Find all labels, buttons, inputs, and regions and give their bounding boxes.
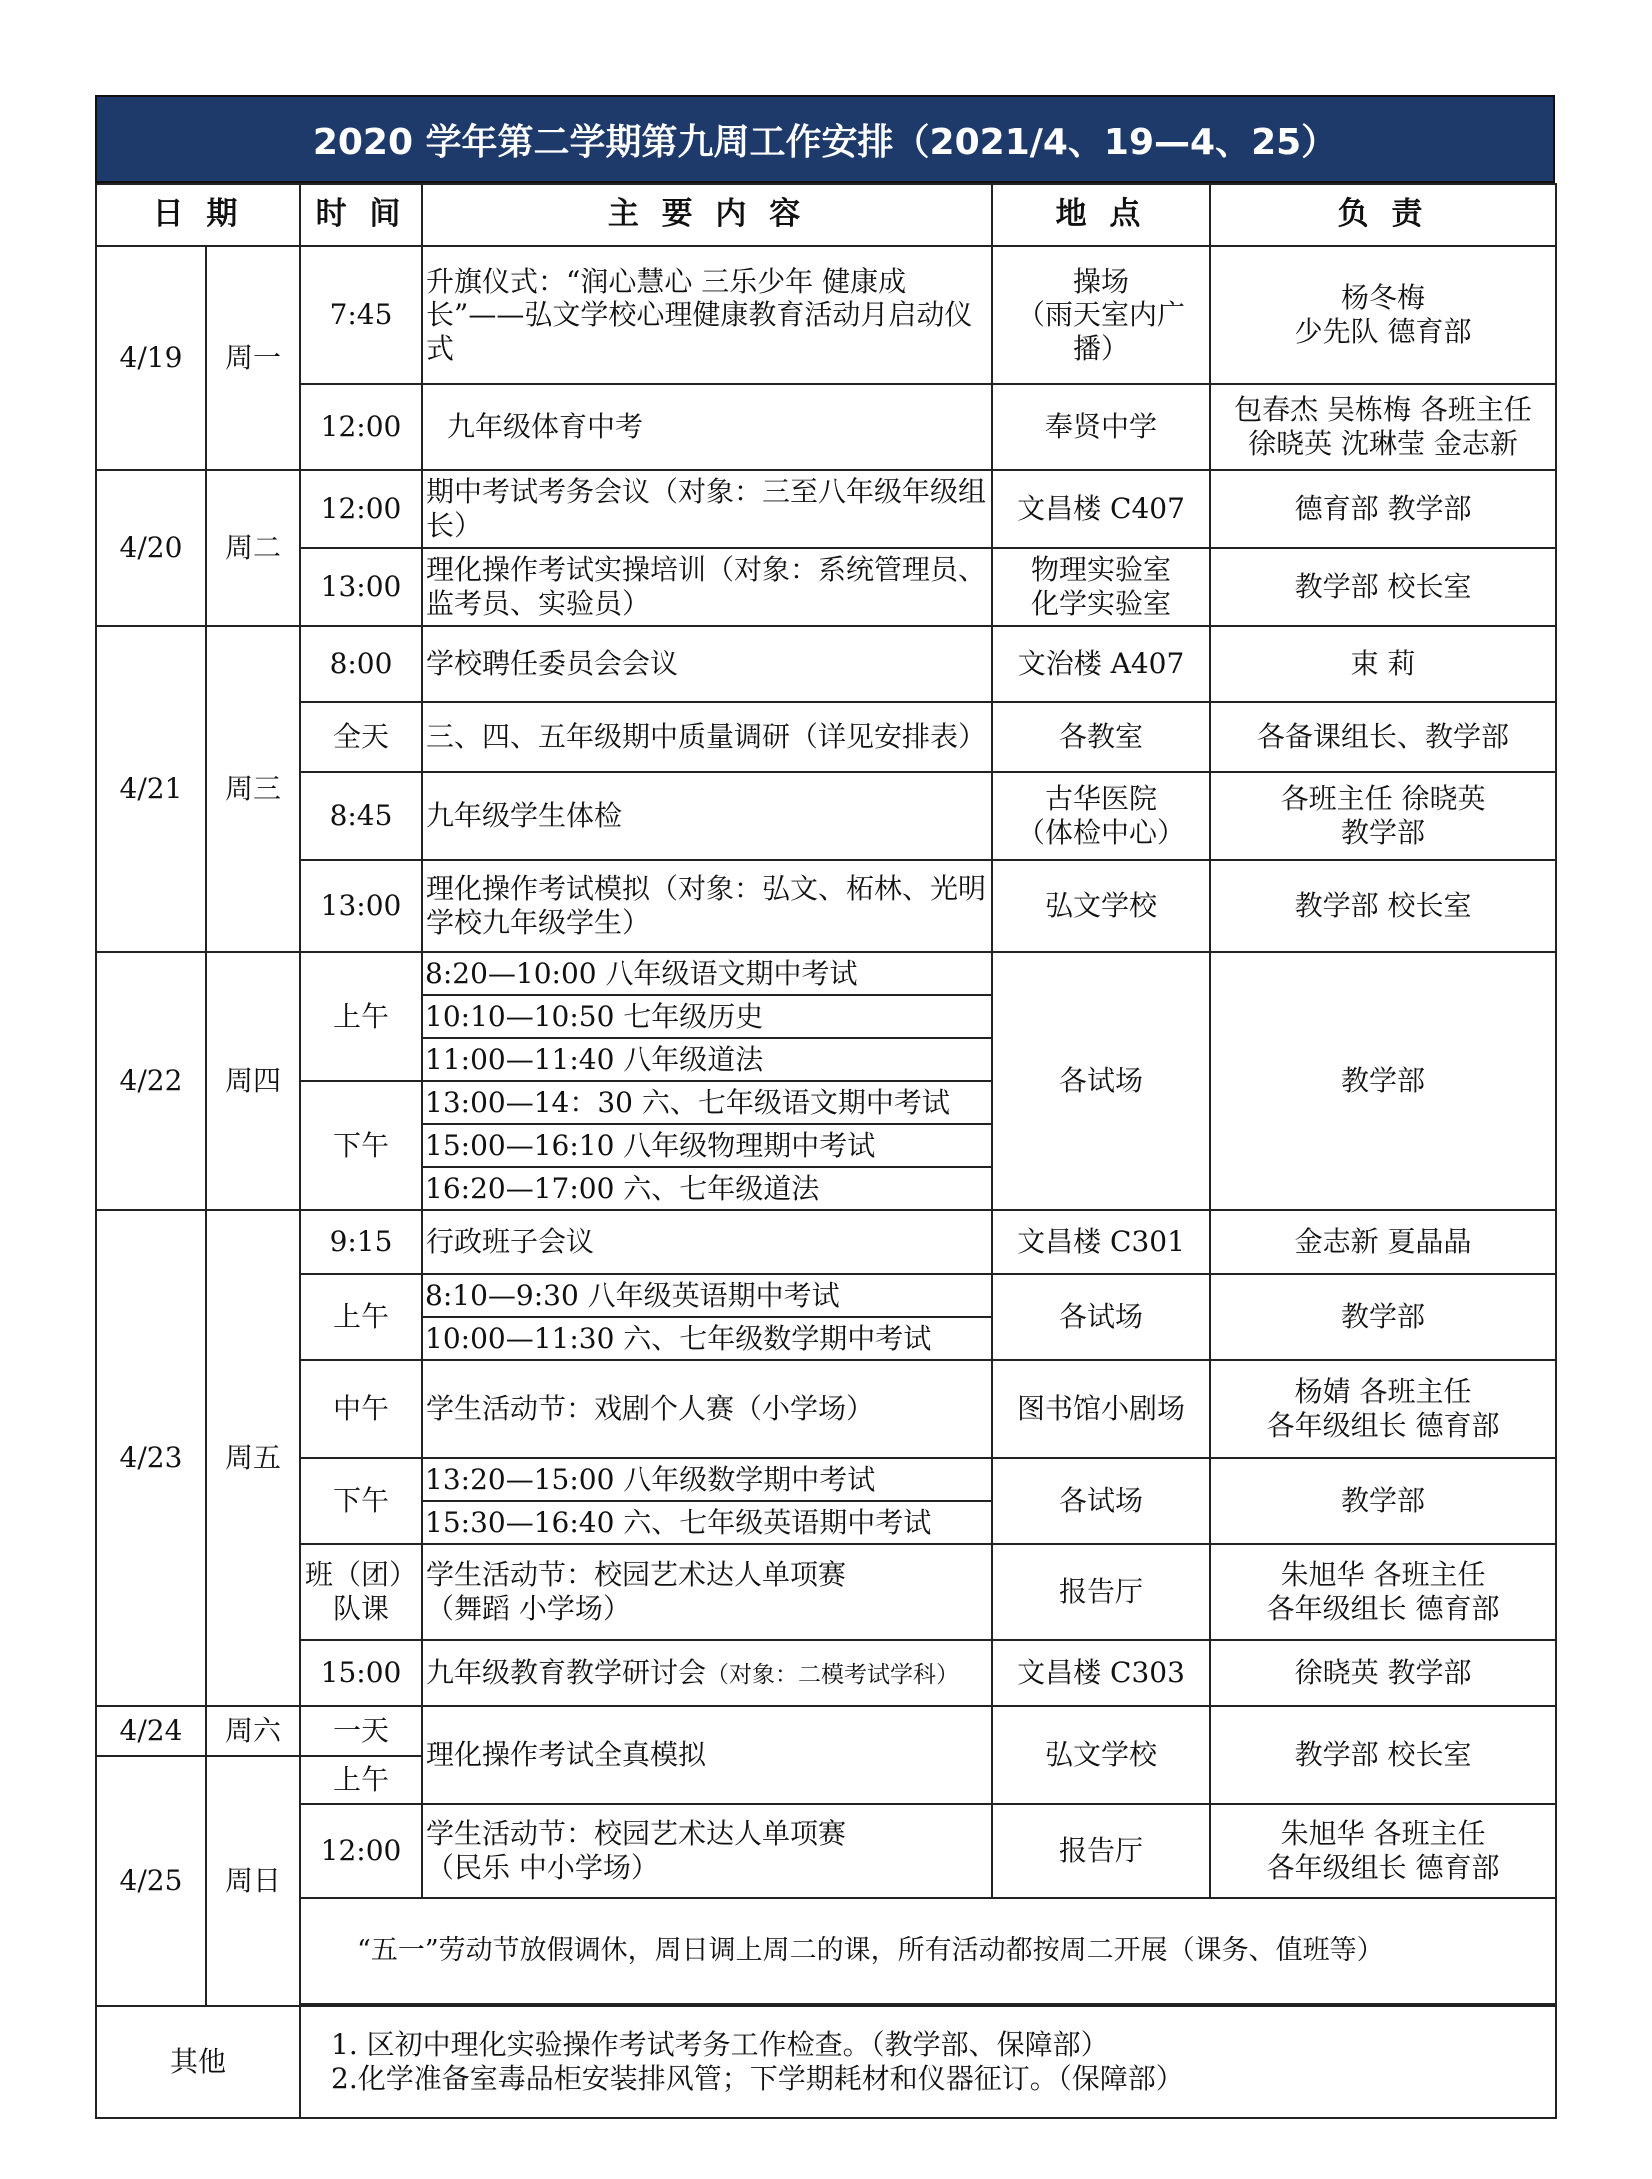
list-item: 10:00—11:30 六、七年级数学期中考试 (425, 1321, 932, 1355)
content-note: （对象：二模考试学科） (706, 1662, 960, 1689)
content-cell: 期中考试考务会议（对象：三至八年级年级组长） (422, 470, 992, 548)
other-label: 其他 (96, 2006, 300, 2118)
place-cell: 报告厅 (992, 1544, 1210, 1640)
time-cell: 下午 (300, 1081, 422, 1210)
list-item: 10:10—10:50 七年级历史 (423, 995, 991, 1038)
weekday-cell: 周五 (206, 1210, 300, 1706)
list-item: 13:00—14：30 六、七年级语文期中考试 (423, 1082, 991, 1124)
table-row (96, 384, 1556, 470)
weekday-cell: 周三 (206, 626, 300, 952)
owner-cell: 杨婧 各班主任 各年级组长 德育部 (1210, 1360, 1556, 1458)
header-place: 地 点 (992, 184, 1210, 246)
place-cell: 物理实验室 化学实验室 (992, 548, 1210, 626)
content-cell: 学生活动节：校园艺术达人单项赛 （民乐 中小学场） (422, 1804, 992, 1898)
place-cell: 古华医院 （体检中心） (992, 772, 1210, 860)
time-cell: 上午 (300, 952, 422, 1081)
date-cell: 4/25 (96, 1756, 206, 2006)
header-owner: 负 责 (1210, 184, 1556, 246)
place-cell: 弘文学校 (992, 1706, 1210, 1804)
list-item: 15:30—16:40 六、七年级英语期中考试 (425, 1505, 932, 1539)
time-cell: 中午 (300, 1360, 422, 1458)
time-cell: 12:00 (300, 470, 422, 548)
table-row (96, 1898, 1556, 2004)
time-cell: 上午 (300, 1756, 422, 1804)
page-title: 2020 学年第二学期第九周工作安排（2021/4、19—4、25） (95, 95, 1555, 183)
exam-list (423, 1459, 991, 1543)
schedule-table (95, 183, 1557, 2119)
content-text: 九年级教育教学研讨会 (426, 1656, 707, 1690)
place-cell: 各试场 (992, 1274, 1210, 1360)
time-cell: 班（团） 队课 (300, 1544, 422, 1640)
time-cell: 9:15 (300, 1210, 422, 1274)
table-row (96, 1274, 1556, 1360)
weekday-cell: 周六 (206, 1706, 300, 1756)
list-item: 13:20—15:00 八年级数学期中考试 (423, 1459, 991, 1501)
table-row (96, 772, 1556, 860)
time-cell: 一天 (300, 1706, 422, 1756)
owner-cell: 杨冬梅 少先队 德育部 (1210, 246, 1556, 384)
other-content (300, 2006, 1556, 2118)
time-cell: 7:45 (300, 246, 422, 384)
list-item: 11:00—11:40 八年级道法 (425, 1042, 764, 1076)
content-cell: 行政班子会议 (422, 1210, 992, 1274)
weekday-cell: 周一 (206, 246, 300, 470)
table-row (96, 702, 1556, 772)
time-cell: 上午 (300, 1274, 422, 1360)
place-cell: 弘文学校 (992, 860, 1210, 952)
table-row (96, 1210, 1556, 1274)
other-item: 2.化学准备室毒品柜安装排风管；下学期耗材和仪器征订。（保障部） (331, 2062, 1184, 2095)
owner-cell: 教学部 (1210, 952, 1556, 1210)
date-cell: 4/22 (96, 952, 206, 1210)
content-cell: 九年级体育中考 (422, 384, 992, 470)
table-row (96, 1458, 1556, 1544)
holiday-note: “五一”劳动节放假调休，周日调上周二的课，所有活动都按周二开展（课务、值班等） (300, 1898, 1556, 2004)
header-content: 主 要 内 容 (422, 184, 992, 246)
owner-cell: 教学部 校长室 (1210, 860, 1556, 952)
content-cell (422, 1081, 992, 1210)
content-cell (422, 1640, 992, 1706)
time-cell: 8:00 (300, 626, 422, 702)
content-cell: 理化操作考试全真模拟 (422, 1706, 992, 1804)
table-row (96, 1706, 1556, 1756)
place-cell: 各试场 (992, 952, 1210, 1210)
place-cell: 文昌楼 C301 (992, 1210, 1210, 1274)
table-row (96, 246, 1556, 384)
place-cell: 图书馆小剧场 (992, 1360, 1210, 1458)
content-cell: 理化操作考试模拟（对象：弘文、柘林、光明学校九年级学生） (422, 860, 992, 952)
table-row (96, 1544, 1556, 1640)
table-row (96, 952, 1556, 1081)
content-cell: 九年级学生体检 (422, 772, 992, 860)
time-cell: 12:00 (300, 1804, 422, 1898)
date-cell: 4/21 (96, 626, 206, 952)
owner-cell: 包春杰 吴栋梅 各班主任 徐晓英 沈琳莹 金志新 (1210, 384, 1556, 470)
content-cell: 学校聘任委员会会议 (422, 626, 992, 702)
exam-list (423, 953, 991, 1080)
list-item: 15:00—16:10 八年级物理期中考试 (423, 1124, 991, 1167)
table-row (96, 2006, 1556, 2118)
place-cell: 报告厅 (992, 1804, 1210, 1898)
header-date: 日 期 (96, 184, 300, 246)
owner-cell: 教学部 校长室 (1210, 1706, 1556, 1804)
owner-cell: 徐晓英 教学部 (1210, 1640, 1556, 1706)
content-cell (422, 952, 992, 1081)
time-cell: 13:00 (300, 860, 422, 952)
time-cell: 全天 (300, 702, 422, 772)
owner-cell: 金志新 夏晶晶 (1210, 1210, 1556, 1274)
time-cell: 13:00 (300, 548, 422, 626)
content-cell (422, 1274, 992, 1360)
table-row (96, 860, 1556, 952)
date-cell: 4/24 (96, 1706, 206, 1756)
weekday-cell: 周二 (206, 470, 300, 626)
place-cell: 文昌楼 C303 (992, 1640, 1210, 1706)
owner-cell: 各备课组长、教学部 (1210, 702, 1556, 772)
time-cell: 15:00 (300, 1640, 422, 1706)
owner-cell: 束 莉 (1210, 626, 1556, 702)
table-row (96, 548, 1556, 626)
owner-cell: 教学部 (1210, 1274, 1556, 1360)
owner-cell: 教学部 (1210, 1458, 1556, 1544)
schedule-sheet (95, 95, 1555, 2119)
content-cell: 学生活动节：戏剧个人赛（小学场） (422, 1360, 992, 1458)
place-cell: 各试场 (992, 1458, 1210, 1544)
place-cell: 文昌楼 C407 (992, 470, 1210, 548)
exam-list (423, 1275, 991, 1359)
content-cell: 理化操作考试实操培训（对象：系统管理员、监考员、实验员） (422, 548, 992, 626)
weekday-cell: 周四 (206, 952, 300, 1210)
owner-cell: 朱旭华 各班主任 各年级组长 德育部 (1210, 1804, 1556, 1898)
table-row (96, 1640, 1556, 1706)
owner-cell: 德育部 教学部 (1210, 470, 1556, 548)
exam-list (423, 1082, 991, 1209)
other-item: 1. 区初中理化实验操作考试考务工作检查。（教学部、保障部） (331, 2028, 1109, 2062)
header-time: 时 间 (300, 184, 422, 246)
place-cell: 文治楼 A407 (992, 626, 1210, 702)
list-item: 8:10—9:30 八年级英语期中考试 (423, 1275, 991, 1317)
table-row (96, 470, 1556, 548)
list-item: 16:20—17:00 六、七年级道法 (425, 1171, 820, 1205)
content-cell (422, 1458, 992, 1544)
content-cell: 升旗仪式：“润心慧心 三乐少年 健康成长”——弘文学校心理健康教育活动月启动仪式 (422, 246, 992, 384)
owner-cell: 各班主任 徐晓英 教学部 (1210, 772, 1556, 860)
content-cell: 学生活动节：校园艺术达人单项赛 （舞蹈 小学场） (422, 1544, 992, 1640)
owner-cell: 朱旭华 各班主任 各年级组长 德育部 (1210, 1544, 1556, 1640)
time-cell: 12:00 (300, 384, 422, 470)
time-cell: 8:45 (300, 772, 422, 860)
place-cell: 操场 （雨天室内广播） (992, 246, 1210, 384)
table-row (96, 1360, 1556, 1458)
time-cell: 下午 (300, 1458, 422, 1544)
date-cell: 4/20 (96, 470, 206, 626)
header-row (96, 184, 1556, 246)
date-cell: 4/19 (96, 246, 206, 470)
table-row (96, 1804, 1556, 1898)
weekday-cell: 周日 (206, 1756, 300, 2006)
owner-cell: 教学部 校长室 (1210, 548, 1556, 626)
place-cell: 各教室 (992, 702, 1210, 772)
content-cell: 三、四、五年级期中质量调研（详见安排表） (422, 702, 992, 772)
place-cell: 奉贤中学 (992, 384, 1210, 470)
table-row (96, 626, 1556, 702)
list-item: 8:20—10:00 八年级语文期中考试 (423, 953, 991, 995)
date-cell: 4/23 (96, 1210, 206, 1706)
